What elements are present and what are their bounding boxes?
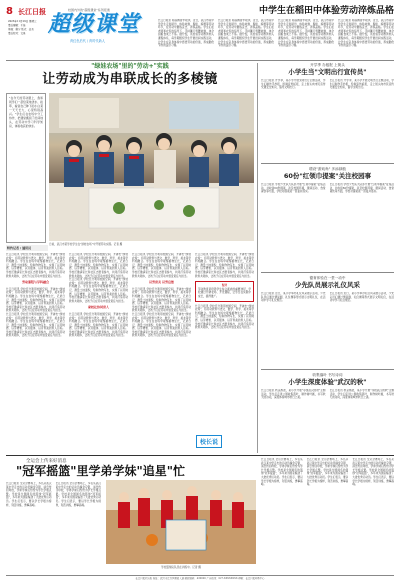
main-body-columns xyxy=(6,253,254,449)
meta-line: 2023年11月29日 星期三 xyxy=(8,20,37,23)
main-intro-text: "在今天的劳动课上，我和同学们一起给菜地浇水、拔草，看到自己种下的小白菜一天天长大，心里特别高兴。"学生们在农场中分工协作，把课堂搬到了田间地头，在劳动中学习科学知识，体验收获的快乐。 xyxy=(9,96,43,128)
page-number: 8 xyxy=(6,6,13,17)
side-body: 长江日报讯 近日，某小学举办礼仪风采展示活动，少先队员们通过情景剧、礼仪操等形式展示文明礼仪，在活动中学习礼仪规范。 xyxy=(329,292,394,303)
bottom-article xyxy=(6,458,394,574)
top-article xyxy=(158,6,394,58)
meta-line: 责任编辑：王佳 xyxy=(8,24,26,27)
meta-line: 责任校对：文泉 xyxy=(8,32,26,35)
side-kicker: 德育体验在一堂一动中 xyxy=(309,276,346,280)
masthead-meta xyxy=(8,20,48,36)
side-body: 长江日报讯 近日，某小学举办礼仪风采展示活动，少先队员们通过情景剧、礼仪操等形式展示文明礼仪，在活动中学习礼仪规范。 xyxy=(261,292,326,303)
main-photo xyxy=(49,93,254,241)
bottom-photo-caption: 学校篮球队队员在训练中。记者 摄 xyxy=(161,566,201,569)
main-body-text: 长江日报讯 学校充分利用校园空间，开辟出"绿娃农场"，将劳动教育与语文、数学、科学、美术等学科相融合。学生在农场中观察植物生长，记录日记，测量土地面积，绘制作物写生，实现了以劳树德、以劳增智、以劳强体、以劳育美的育人目标。学校还邀请家长和社区志愿者参与，共同打造劳动教育共同体，让孩子们在劳动中感受责任与担当。 xyxy=(132,287,191,313)
divider xyxy=(261,369,394,370)
divider xyxy=(6,455,394,456)
side-columns xyxy=(261,79,394,159)
side-columns xyxy=(261,183,394,267)
bottom-body: 长江日报讯 全运会赛场上，多名从武汉某中学走出的运动员摘金夺银，消息传回母校，学弟学妹们纷纷为学长学姐点赞。学校是全国闻名的篮球"冠军摇篮"，多年来为国家输送了大批优秀运动员。学生们表示，要以学长学姐为榜样，刻苦训练，勇攀高峰。 xyxy=(352,458,395,487)
top-article-body: 长江日报讯 稻谷飘香丰收季，近日，武汉市某中学学生走进稻田，体验收割、脱粒、晾晒等劳动环节，在劳动中磨练意志、淬炼品格。学生们在老师和农民的指导下，手持镰刀弯腰收割，体会到粮食来之不易。据介绍，该校将劳动教育纳入课程体系，每学期组织学生开展田间实践活动，让学生在亲身体验中感悟劳动的价值，养成勤俭节约的良好习惯。 xyxy=(158,19,214,48)
top-article-body: 长江日报讯 稻谷飘香丰收季，近日，武汉市某中学学生走进稻田，体验收割、脱粒、晾晒等劳动环节，在劳动中磨练意志、淬炼品格。学生们在老师和农民的指导下，手持镰刀弯腰收割，体会到粮食来之不易。据介绍，该校将劳动教育纳入课程体系，每学期组织学生开展田间实践活动，让学生在亲身体验中感悟劳动的价值，养成勤俭节约的良好习惯。 xyxy=(338,19,394,48)
side-body: 长江日报讯 学校少先队大队部开展"红领巾提案"征集活动，共收到60份提案，涉及校园环境、课间活动、食堂餐饮等方面，学校对提案逐一回复并落实。 xyxy=(329,183,394,194)
side-headline: 小学生当"文明出行宣传员" xyxy=(288,68,367,76)
bottom-right-columns xyxy=(261,458,394,572)
main-body-text: 长江日报讯 学校充分利用校园空间，开辟出"绿娃农场"，将劳动教育与语文、数学、科学、美术等学科相融合。学生在农场中观察植物生长，记录日记，测量土地面积，绘制作物写生，实现了以劳树德、以劳增智、以劳强体、以劳育美的育人目标。学校还邀请家长和社区志愿者参与，共同打造劳动教育共同体，让孩子们在劳动中感受责任与担当。 xyxy=(69,312,128,338)
bottom-body: 长江日报讯 全运会赛场上，多名从武汉某中学走出的运动员摘金夺银，消息传回母校，学弟学妹们纷纷为学长学姐点赞。学校是全国闻名的篮球"冠军摇篮"，多年来为国家输送了大批优秀运动员。学生们表示，要以学长学姐为榜样，刻苦训练，勇攀高峰。 xyxy=(55,482,101,507)
editor-note-box xyxy=(195,281,254,301)
subhead: 家校社协同育人 xyxy=(87,305,109,310)
top-article-body: 长江日报讯 稻谷飘香丰收季，近日，武汉市某中学学生走进稻田，体验收割、脱粒、晾晒等劳动环节，在劳动中磨练意志、淬炼品格。学生们在老师和农民的指导下，手持镰刀弯腰收割，体会到粮食来之不易。据介绍，该校将劳动教育纳入课程体系，每学期组织学生开展田间实践活动，让学生在亲身体验中感悟劳动的价值，养成勤俭节约的良好习惯。 xyxy=(218,19,274,48)
side-columns xyxy=(261,292,394,364)
editor-note-text: 劳动教育是培养学生综合素质的重要途径，学校通过开辟农场、开设课程，让学生在实践中成长，值得推广。 xyxy=(198,287,251,298)
bottom-left-columns xyxy=(6,482,101,572)
main-body-text: 长江日报讯 学校充分利用校园空间，开辟出"绿娃农场"，将劳动教育与语文、数学、科学、美术等学科相融合。学生在农场中观察植物生长，记录日记，测量土地面积，绘制作物写生，实现了以劳树德、以劳增智、以劳强体、以劳育美的育人目标。学校还邀请家长和社区志愿者参与，共同打造劳动教育共同体，让孩子们在劳动中感受责任与担当。 xyxy=(195,253,254,278)
page-footer: 长江日报社出版 地址：武汉市江汉区解放大道 邮政编码：430000 广告热线：027-XXXXXXXX 印刷：长江日报印务中心 xyxy=(135,577,265,580)
banner-small-caption: 校园内外的"超级课堂"系列报道 xyxy=(68,8,110,12)
banner-subtitle: 育红色后代 / 育时代新人 xyxy=(70,39,105,43)
main-kicker: "绿娃农场"里的"劳动+"实践 xyxy=(91,63,169,70)
divider xyxy=(6,575,394,576)
side-article xyxy=(261,167,394,269)
divider xyxy=(261,163,394,164)
main-body-text: 长江日报讯 学校充分利用校园空间，开辟出"绿娃农场"，将劳动教育与语文、数学、科学、美术等学科相融合。学生在农场中观察植物生长，记录日记，测量土地面积，绘制作物写生，实现了以劳树德、以劳增智、以劳强体、以劳育美的育人目标。学校还邀请家长和社区志愿者参与，共同打造劳动教育共同体，让孩子们在劳动中感受责任与担当。 xyxy=(69,278,128,303)
main-article xyxy=(6,63,254,453)
classroom-scene-image xyxy=(49,93,254,241)
main-body xyxy=(132,253,191,449)
bottom-body: 长江日报讯 全运会赛场上，多名从武汉某中学走出的运动员摘金夺银，消息传回母校，学弟学妹们纷纷为学长学姐点赞。学校是全国闻名的篮球"冠军摇篮"，多年来为国家输送了大批优秀运动员。学生们表示，要以学长学姐为榜样，刻苦训练，勇攀高峰。 xyxy=(6,482,52,507)
bottom-body: 长江日报讯 全运会赛场上，多名从武汉某中学走出的运动员摘金夺银，消息传回母校，学弟学妹们纷纷为学长学姐点赞。学校是全国闻名的篮球"冠军摇篮"，多年来为国家输送了大批优秀运动员。学生们表示，要以学长学姐为榜样，刻苦训练，勇攀高峰。 xyxy=(261,458,303,487)
side-kicker: 增设"游戏角" 多添绿植 xyxy=(309,167,346,171)
main-photo-caption: 日前，武汉市某学校学生在"绿娃农场"中开展劳动实践。记者 摄 xyxy=(49,243,123,246)
main-body xyxy=(69,253,128,449)
paper-name: 长江日报 xyxy=(18,7,46,16)
stamp-label: 校长说 xyxy=(196,435,222,448)
main-body-text: 长江日报讯 学校充分利用校园空间，开辟出"绿娃农场"，将劳动教育与语文、数学、科学、美术等学科相融合。学生在农场中观察植物生长，记录日记，测量土地面积，绘制作物写生，实现了以劳树德、以劳增智、以劳强体、以劳育美的育人目标。学校还邀请家长和社区志愿者参与，共同打造劳动教育共同体，让孩子们在劳动中感受责任与担当。 xyxy=(132,312,191,338)
main-body-text: 长江日报讯 学校充分利用校园空间，开辟出"绿娃农场"，将劳动教育与语文、数学、科学、美术等学科相融合。学生在农场中观察植物生长，记录日记，测量土地面积，绘制作物写生，实现了以劳树德、以劳增智、以劳强体、以劳育美的育人目标。学校还邀请家长和社区志愿者参与，共同打造劳动教育共同体，让孩子们在劳动中感受责任与担当。 xyxy=(6,312,65,338)
side-columns xyxy=(261,389,394,449)
side-article xyxy=(261,63,394,161)
side-body: 长江日报讯 秋意渐浓，某小学开展"寻找武汉的秋"主题活动，学生们走进公园收集落叶，制作树叶画，书写秋天的诗词，深度体验城市秋日之美。 xyxy=(261,389,326,400)
main-body-text: 长江日报讯 学校充分利用校园空间，开辟出"绿娃农场"，将劳动教育与语文、数学、科学、美术等学科相融合。学生在农场中观察植物生长，记录日记，测量土地面积，绘制作物写生，实现了以劳树德、以劳增智、以劳强体、以劳育美的育人目标。学校还邀请家长和社区志愿者参与，共同打造劳动教育共同体，让孩子们在劳动中感受责任与担当。 xyxy=(195,304,254,330)
main-byline: 特约记者 / 通讯员 xyxy=(6,245,48,251)
banner-title: 超级课堂 xyxy=(48,12,141,37)
top-article-body: 长江日报讯 稻谷飘香丰收季，近日，武汉市某中学学生走进稻田，体验收割、脱粒、晾晒等劳动环节，在劳动中磨练意志、淬炼品格。学生们在老师和农民的指导下，手持镰刀弯腰收割，体会到粮食来之不易。据介绍，该校将劳动教育纳入课程体系，每学期组织学生开展田间实践活动，让学生在亲身体验中感悟劳动的价值，养成勤俭节约的良好习惯。 xyxy=(278,19,334,48)
side-headline: 少先队员展示礼仪风采 xyxy=(295,281,360,289)
side-headline: 60份"红领巾提案"关注校园事 xyxy=(283,172,372,180)
side-article xyxy=(261,373,394,451)
subhead: 以劳育美 以劳启智 xyxy=(148,280,175,285)
top-article-headline: 中学生在稻田中体验劳动淬炼品格 xyxy=(258,6,394,16)
side-kicker: 开学季 办板报 上街头 xyxy=(310,63,345,67)
side-article xyxy=(261,276,394,366)
main-intro xyxy=(6,93,46,243)
top-article-columns xyxy=(158,19,394,57)
editor-note-title: 短评 xyxy=(221,284,228,288)
basketball-players-image xyxy=(106,480,256,564)
main-body-text: 长江日报讯 学校充分利用校园空间，开辟出"绿娃农场"，将劳动教育与语文、数学、科学、美术等学科相融合。学生在农场中观察植物生长，记录日记，测量土地面积，绘制作物写生，实现了以劳树德、以劳增智、以劳强体、以劳育美的育人目标。学校还邀请家长和社区志愿者参与，共同打造劳动教育共同体，让孩子们在劳动中感受责任与担当。 xyxy=(6,253,65,278)
divider xyxy=(261,272,394,273)
side-body: 长江日报讯 开学季，某小学开展文明出行主题活动，学生们制作手抄报、绘制宣传板报，走上街头向市民宣传交通安全知识，倡导文明出行。 xyxy=(329,79,394,90)
bottom-kicker: 全运会上传来好消息 xyxy=(26,459,67,464)
side-body: 长江日报讯 学校少先队大队部开展"红领巾提案"征集活动，共收到60份提案，涉及校园环境、课间活动、食堂餐饮等方面，学校对提案逐一回复并落实。 xyxy=(261,183,326,194)
meta-line: 美编：唐宁 版式：金苑 xyxy=(8,28,34,31)
main-body-text: 长江日报讯 学校充分利用校园空间，开辟出"绿娃农场"，将劳动教育与语文、数学、科学、美术等学科相融合。学生在农场中观察植物生长，记录日记，测量土地面积，绘制作物写生，实现了以劳树德、以劳增智、以劳强体、以劳育美的育人目标。学校还邀请家长和社区志愿者参与，共同打造劳动教育共同体，让孩子们在劳动中感受责任与担当。 xyxy=(6,287,65,313)
main-body-text: 长江日报讯 学校充分利用校园空间，开辟出"绿娃农场"，将劳动教育与语文、数学、科学、美术等学科相融合。学生在农场中观察植物生长，记录日记，测量土地面积，绘制作物写生，实现了以劳树德、以劳增智、以劳强体、以劳育美的育人目标。学校还邀请家长和社区志愿者参与，共同打造劳动教育共同体，让孩子们在劳动中感受责任与担当。 xyxy=(69,253,128,278)
side-kicker: 收集落叶 书写诗词 xyxy=(312,373,343,377)
side-headline: 小学生深度体验"武汉的秋" xyxy=(288,378,367,386)
side-body: 长江日报讯 秋意渐浓，某小学开展"寻找武汉的秋"主题活动，学生们走进公园收集落叶，制作树叶画，书写秋天的诗词，深度体验城市秋日之美。 xyxy=(329,389,394,400)
side-articles xyxy=(261,63,394,453)
column-divider xyxy=(257,63,258,453)
bottom-photo xyxy=(106,480,256,564)
main-body xyxy=(6,253,65,449)
subhead: 劳动课程与学科融合 xyxy=(21,280,49,285)
main-body-text: 长江日报讯 学校充分利用校园空间，开辟出"绿娃农场"，将劳动教育与语文、数学、科学、美术等学科相融合。学生在农场中观察植物生长，记录日记，测量土地面积，绘制作物写生，实现了以劳树德、以劳增智、以劳强体、以劳育美的育人目标。学校还邀请家长和社区志愿者参与，共同打造劳动教育共同体，让孩子们在劳动中感受责任与担当。 xyxy=(132,253,191,278)
divider xyxy=(6,60,394,61)
bottom-headline: "冠军摇篮"里学弟学妹"追星"忙 xyxy=(16,464,186,478)
bottom-body: 长江日报讯 全运会赛场上，多名从武汉某中学走出的运动员摘金夺银，消息传回母校，学弟学妹们纷纷为学长学姐点赞。学校是全国闻名的篮球"冠军摇篮"，多年来为国家输送了大批优秀运动员。学生们表示，要以学长学姐为榜样，刻苦训练，勇攀高峰。 xyxy=(306,458,349,487)
banner xyxy=(48,8,156,56)
main-headline: 让劳动成为串联成长的多棱镜 xyxy=(42,72,218,87)
side-body: 长江日报讯 开学季，某小学开展文明出行主题活动，学生们制作手抄报、绘制宣传板报，走上街头向市民宣传交通安全知识，倡导文明出行。 xyxy=(261,79,326,90)
main-body xyxy=(195,253,254,449)
masthead xyxy=(6,6,156,56)
